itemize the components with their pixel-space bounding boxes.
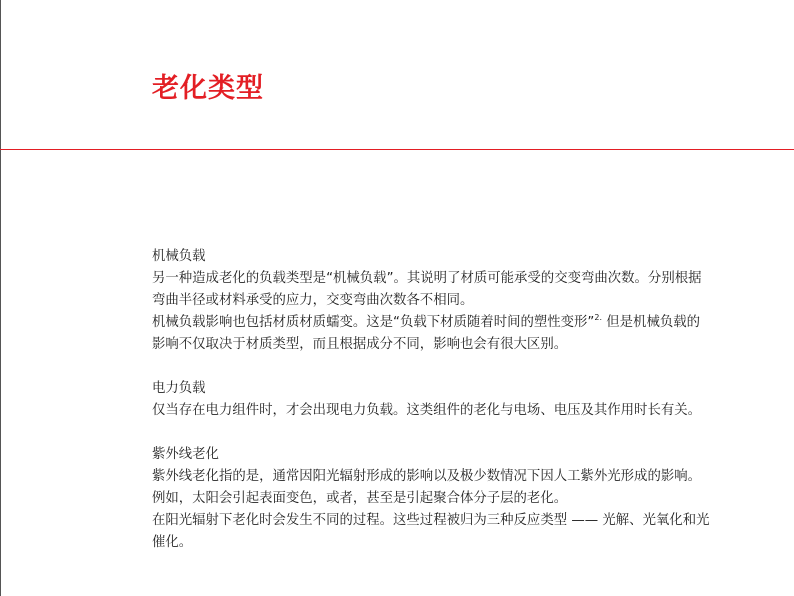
section-paragraph: 另一种造成老化的负载类型是“机械负载”。其说明了材质可能承受的交变弯曲次数。分别根据弯曲半径或材料承受的应力，交变弯曲次数各不相同。	[152, 271, 702, 308]
document-body	[152, 246, 712, 576]
section-paragraph: 在阳光辐射下老化时会发生不同的过程。这些过程被归为三种反应类型 —— 光解、光氧化和光催化。	[152, 513, 710, 550]
header-divider	[0, 149, 794, 150]
section-paragraph: 紫外线老化指的是，通常因阳光辐射形成的影响以及极少数情况下因人工紫外光形成的影响。例如，太阳会引起表面变色，或者，甚至是引起聚合体分子层的老化。	[152, 469, 702, 506]
section-paragraph-with-footnote	[152, 312, 712, 356]
section-title: 机械负载	[152, 249, 206, 264]
section-paragraph: 仅当存在电力组件时，才会出现电力负载。这类组件的老化与电场、电压及其作用时长有关。	[152, 403, 702, 418]
page-title: 老化类型	[152, 73, 264, 104]
paragraph-text: 机械负载影响也包括材质材质蠕变。这是“负载下材质随着时间的塑性变形”	[152, 315, 595, 330]
section-title: 电力负载	[152, 381, 206, 396]
section-uv-aging	[152, 444, 712, 554]
section-title: 紫外线老化	[152, 447, 219, 462]
page-left-edge	[0, 0, 1, 596]
footnote-reference[interactable]: 2.	[594, 313, 603, 322]
section-mechanical-load	[152, 246, 712, 356]
paragraph-text: 但是机械负载的影响不仅取决于材质类型，而且根据成分不同，影响也会有很大区别。	[152, 315, 701, 352]
section-electrical-load	[152, 378, 712, 422]
